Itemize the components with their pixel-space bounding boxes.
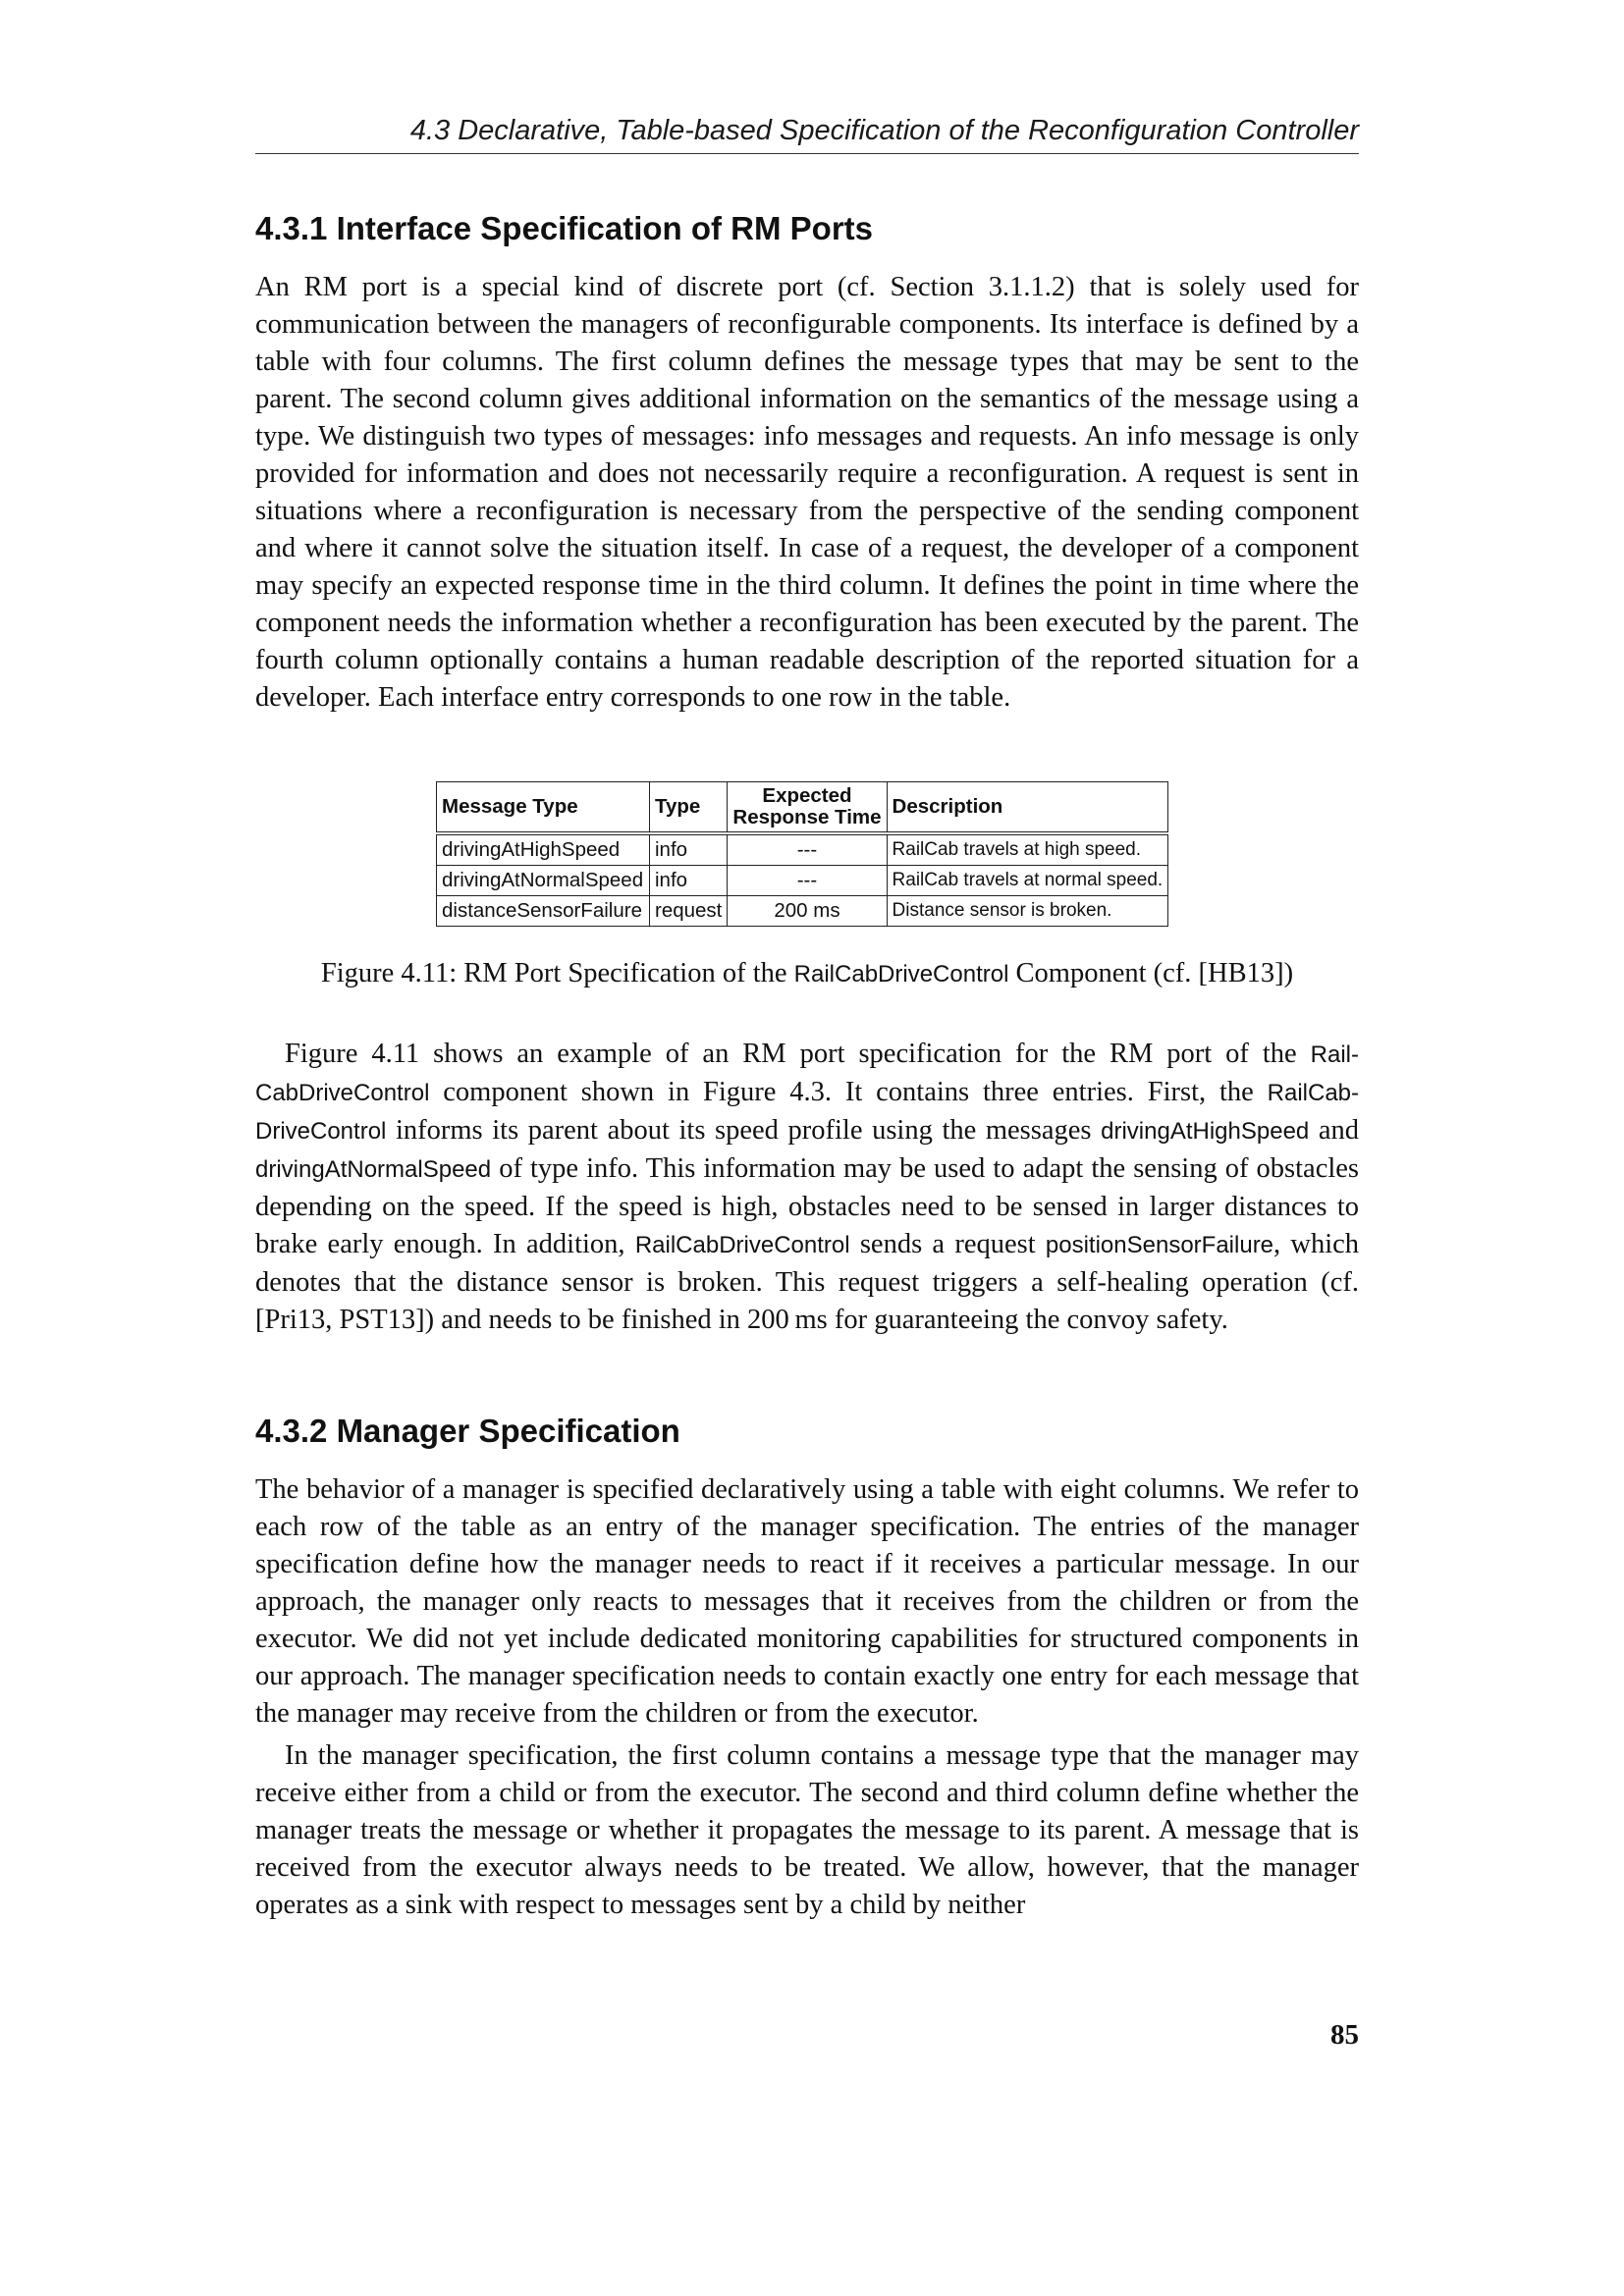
table-row — [437, 896, 1168, 927]
cell-response-time: 200 ms — [728, 896, 887, 927]
text-run: and — [1318, 1115, 1360, 1146]
rm-port-specification-table — [436, 781, 1168, 927]
cell-type: request — [650, 896, 728, 927]
code-term-railcabdrivecontrol: RailCabDriveControl — [634, 1232, 850, 1258]
cell-description: RailCab travels at high speed. — [887, 833, 1168, 866]
code-term-drivingathighspeed: drivingAtHighSpeed — [1101, 1118, 1310, 1145]
table-row — [437, 866, 1168, 896]
cell-description: RailCab travels at normal speed. — [887, 866, 1168, 896]
code-term-drivingatnormalspeed: drivingAtNormalSpeed — [255, 1156, 492, 1183]
paragraph-manager-spec-1: The behavior of a manager is specified declaratively using a table with eight columns. We refer to each row of the table as an entry of the manager specification. The entries of the manager specification define how the manager needs to react if it receives a particular message. In our approach, the manager only reacts to messages that it receives from the children or from the executor. We did not yet include dedicated monitoring capabilities for structured components in our approach. The manager specification needs to contain exactly one entry for each message that the manager may receive from the children or from the executor. — [255, 1474, 1359, 1729]
figure-caption — [255, 955, 1359, 993]
cell-description: Distance sensor is broken. — [887, 896, 1168, 927]
table-header-row — [437, 782, 1168, 834]
code-term-railcabdrivecontrol: RailCabDriveControl — [255, 1080, 1360, 1145]
caption-suffix: Component (cf. [HB13]) — [1015, 958, 1294, 988]
paragraph-rm-port-intro: An RM port is a special kind of discrete port (cf. Section 3.1.1.2) that is solely used for communication between the managers of reconfigurable components. Its interface is defined by a table with four columns. The first column defines the message types that may be sent to the parent. The second column gives additional information on the semantics of the message using a type. We distinguish two types of messages: info messages and requests. An info message is only provided for information and does not necessarily require a reconfiguration. A request is sent in situations where a reconfiguration is necessary from the perspective of the sending component and where it cannot solve the situation itself. In case of a request, the developer of a component may specify an expected response time in the third column. It defines the point in time where the component needs the information whether a reconfiguration has been executed by the parent. The fourth column optionally contains a human readable description of the reported situation for a developer. Each interface entry corresponds to one row in the table. — [255, 272, 1359, 713]
header-type: Type — [650, 782, 728, 834]
text-run: , which denotes that the distance sensor is broken. This request triggers a self-healing operation (cf. [Pri13, PST13]) and needs to be finished in 200 ms for guaranteeing the convoy safety. — [255, 1229, 1360, 1335]
caption-component-name: RailCabDriveControl — [793, 961, 1009, 988]
header-expected-line1: Expected — [762, 784, 852, 807]
header-expected-response-time — [728, 782, 887, 834]
cell-message-type: distanceSensorFailure — [437, 896, 650, 927]
header-expected-line2: Response Time — [732, 806, 882, 828]
paragraph-manager-spec-2: In the manager specification, the first column contains a message type that the manager may receive either from a child or from the executor. The second and third column define whether the manager treats the message or whether it propagates the message to its parent. A message that is received from the executor always needs to be treated. We allow, however, that the manager operates as a sink with respect to messages sent by a child by neither — [255, 1740, 1359, 1920]
cell-type: info — [650, 866, 728, 896]
cell-message-type: drivingAtNormalSpeed — [437, 866, 650, 896]
cell-response-time: --- — [728, 866, 887, 896]
caption-prefix: Figure 4.11: RM Port Specification of the — [320, 958, 787, 988]
code-term-railcabdrivecontrol: RailCabDriveControl — [255, 1041, 1360, 1106]
running-head: 4.3 Declarative, Table-based Specification of the Reconfiguration Controller — [409, 115, 1359, 146]
code-term-positionsensorfailure: positionSensorFailure — [1045, 1232, 1274, 1258]
text-run: of type info. This information may be used to adapt the sensing of obstacles depending on the speed. If the speed is high, obstacles need to be sensed in larger distances to brake early enough. In addition, — [255, 1153, 1360, 1259]
cell-response-time: --- — [728, 833, 887, 866]
text-run: Figure 4.11 shows an example of an RM port specification for the RM port of the — [285, 1039, 1297, 1069]
page-number: 85 — [1330, 2019, 1359, 2051]
table-row — [437, 833, 1168, 866]
book-page — [255, 0, 1359, 2296]
text-run: component shown in Figure 4.3. It contains three entries. First, the — [443, 1077, 1254, 1107]
header-description: Description — [887, 782, 1168, 834]
paragraph-figure-explanation — [255, 1036, 1359, 1339]
cell-type: info — [650, 833, 728, 866]
cell-message-type: drivingAtHighSpeed — [437, 833, 650, 866]
text-run: sends a request — [859, 1229, 1036, 1259]
header-rule — [255, 153, 1359, 154]
text-run: informs its parent about its speed profile using the messages — [395, 1115, 1092, 1146]
section-heading-4-3-2: 4.3.2 Manager Specification — [255, 1413, 680, 1449]
section-heading-4-3-1: 4.3.1 Interface Specification of RM Ports — [255, 210, 873, 246]
header-message-type: Message Type — [437, 782, 650, 834]
